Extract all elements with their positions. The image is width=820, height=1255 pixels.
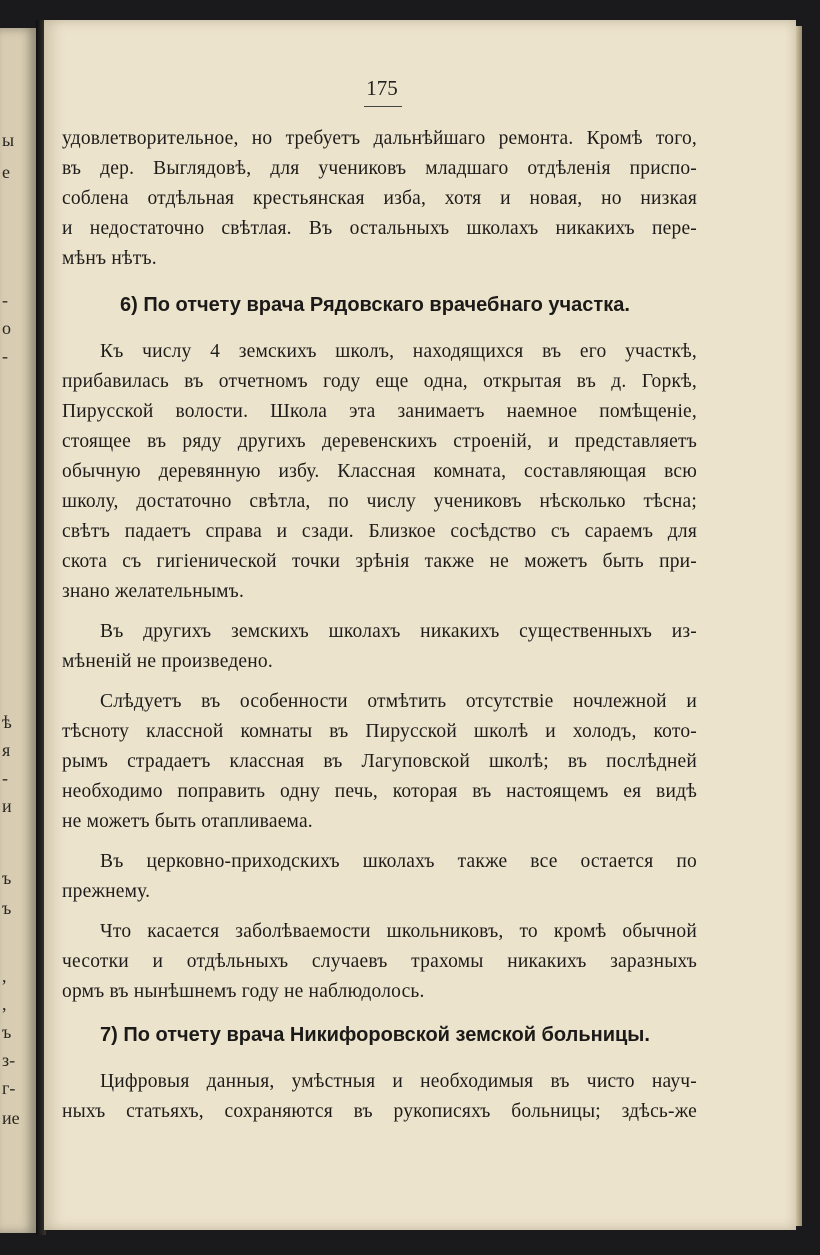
- margin-char: з-: [2, 1050, 16, 1070]
- text-line: рымъ страдаетъ классная въ Лагуповской школѣ; въ послѣдней: [62, 751, 697, 772]
- margin-char: и: [2, 796, 12, 816]
- section-heading-6: 6) По отчету врача Рядовскаго врачебнаго участка.: [120, 294, 630, 316]
- text-line: знано желательнымъ.: [62, 581, 245, 602]
- margin-char: ѣ: [2, 712, 12, 732]
- margin-char: ,: [2, 994, 7, 1014]
- text-line: Что касается заболѣваемости школьниковъ, то кромѣ обычной: [100, 921, 697, 942]
- text-line: въ дер. Выглядовѣ, для учениковъ младшаго отдѣленія приспо-: [62, 158, 697, 179]
- text-line: тѣсноту классной комнаты въ Пирусской школѣ и холодъ, кото-: [62, 721, 697, 742]
- text-line: обычную деревянную избу. Классная комната, составляющая всю: [62, 461, 697, 482]
- text-line: мѣнъ нѣтъ.: [62, 248, 157, 269]
- text-line: Въ другихъ земскихъ школахъ никакихъ существенныхъ из-: [100, 621, 697, 642]
- margin-char: ъ: [2, 898, 12, 918]
- text-line: чесотки и отдѣльныхъ случаевъ трахомы никакихъ заразныхъ: [62, 951, 697, 972]
- margin-char: о: [2, 318, 11, 338]
- text-line: прежнему.: [62, 881, 151, 902]
- text-line: Пирусской волости. Школа эта занимаетъ наемное помѣщеніе,: [62, 401, 697, 422]
- margin-char: ,: [2, 966, 7, 986]
- text-line: Въ церковно-приходскихъ школахъ также все остается по: [100, 851, 697, 872]
- margin-char: -: [2, 768, 8, 788]
- text-line: Цифровыя данныя, умѣстныя и необходимыя въ чисто науч-: [100, 1071, 697, 1092]
- text-line: стоящее въ ряду другихъ деревенскихъ строеній, и представляетъ: [62, 431, 697, 452]
- margin-char: ие: [2, 1108, 20, 1128]
- margin-char: г-: [2, 1078, 16, 1098]
- margin-char: -: [2, 346, 8, 366]
- text-line: Къ числу 4 земскихъ школъ, находящихся въ его участкѣ,: [100, 341, 697, 362]
- text-line: скота съ гигіенической точки зрѣнія также не можетъ быть при-: [62, 551, 697, 572]
- margin-char: ъ: [2, 868, 12, 888]
- section-heading-7: 7) По отчету врача Никифоровской земской больницы.: [100, 1024, 650, 1046]
- text-line: мѣненій не произведено.: [62, 651, 273, 672]
- text-line: не можетъ быть отапливаема.: [62, 811, 313, 832]
- text-line: прибавилась въ отчетномъ году еще одна, открытая въ д. Горкѣ,: [62, 371, 697, 392]
- facing-page-edge: [0, 28, 36, 1233]
- text-line: необходимо поправить одну печь, которая въ настоящемъ ея видѣ: [62, 781, 697, 802]
- text-line: удовлетворительное, но требуетъ дальнѣйшаго ремонта. Кромѣ того,: [62, 128, 697, 149]
- margin-char: ъ: [2, 1022, 12, 1042]
- text-line: и недостаточно свѣтлая. Въ остальныхъ школахъ никакихъ пере-: [62, 218, 697, 239]
- margin-char: я: [2, 740, 11, 760]
- text-line: соблена отдѣльная крестьянская изба, хотя и новая, но низкая: [62, 188, 697, 209]
- facing-page-text: [0, 28, 36, 1233]
- text-line: ормъ въ нынѣшнемъ году не наблюдолось.: [62, 981, 425, 1002]
- margin-char: -: [2, 290, 8, 310]
- page-number: 175: [366, 76, 398, 100]
- margin-char: ы: [2, 130, 15, 150]
- text-line: ныхъ статьяхъ, сохраняются въ рукописяхъ больницы; здѣсь-же: [62, 1101, 697, 1122]
- page-number-underline: [364, 104, 402, 107]
- text-line: школу, достаточно свѣтла, по числу учениковъ нѣсколько тѣсна;: [62, 491, 697, 512]
- margin-char: е: [2, 162, 10, 182]
- text-line: Слѣдуетъ въ особенности отмѣтить отсутствіе ночлежной и: [100, 691, 697, 712]
- text-line: свѣтъ падаетъ справа и сзади. Близкое сосѣдство съ сараемъ для: [62, 521, 697, 542]
